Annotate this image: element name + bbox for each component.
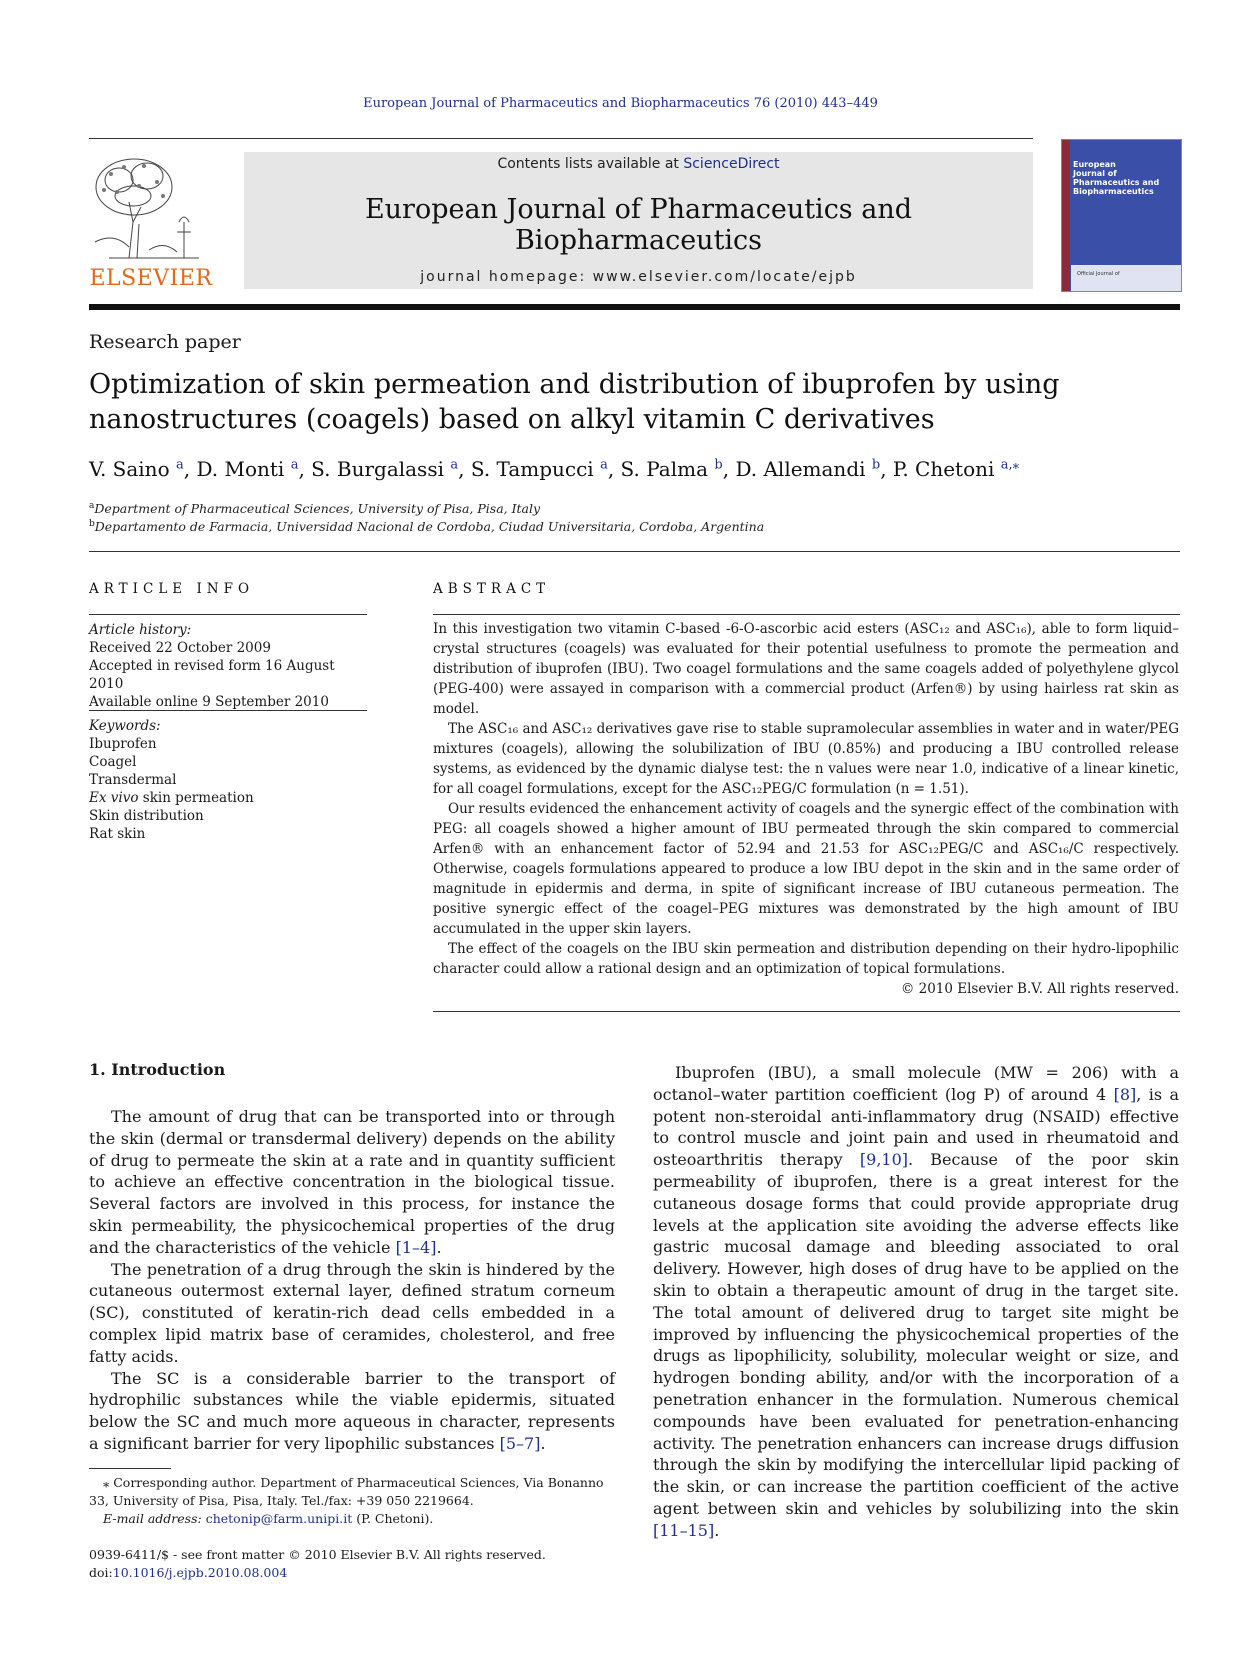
affiliation: $^b$Departamento de Farmacia, Universidad Nacional de Cordoba, Ciudad Universitaria, Cordoba, Argentina xyxy=(89,519,765,535)
journal-cover-thumbnail[interactable] xyxy=(1061,139,1182,292)
email-link[interactable]: chetonip@farm.unipi.it xyxy=(205,1511,353,1526)
title-line: Optimization of skin permeation and distribution of ibuprofen by using xyxy=(89,369,1060,400)
cover-strip xyxy=(1062,140,1070,291)
contents-line xyxy=(244,156,1033,172)
journal-citation[interactable]: European Journal of Pharmaceutics and Biopharmaceutics 76 (2010) 443–449 xyxy=(363,96,878,111)
corresponding-note: ⁎ Corresponding author. Department of Pharmaceutical Sciences, Via Bonanno 33, University of Pisa, Pisa, Italy. Tel./fax: +39 050 2219664. xyxy=(89,1475,604,1508)
article-info-rule xyxy=(89,614,367,615)
cover-title xyxy=(1073,160,1159,196)
copyright: © 2010 Elsevier B.V. All rights reserved. xyxy=(900,981,1179,997)
elsevier-logo[interactable] xyxy=(89,152,213,292)
cover-footer xyxy=(1071,265,1181,291)
keywords-label: Keywords: xyxy=(89,718,161,734)
header-rule xyxy=(89,138,1033,139)
journal-homepage[interactable]: journal homepage: www.elsevier.com/locate/ejpb xyxy=(420,269,857,285)
author[interactable]: D. Monti $^a$ xyxy=(196,457,299,481)
author-list: V. Saino $^a$, D. Monti $^a$, S. Burgalassi $^a$, S. Tampucci $^a$, S. Palma $^b$, D. Allemandi $^b$, P. Chetoni $^{a,⁎}$ xyxy=(89,457,1020,481)
title-line: nanostructures (coagels) based on alkyl vitamin C derivatives xyxy=(89,404,935,435)
keyword: Skin distribution xyxy=(89,808,204,824)
keywords xyxy=(89,717,369,843)
cover-title-line: European xyxy=(1073,160,1116,169)
article-title xyxy=(89,367,1089,437)
abstract-rule xyxy=(433,614,1180,615)
cover-title-line: Biopharmaceutics xyxy=(1073,187,1154,196)
section-heading: 1. Introduction xyxy=(89,1060,226,1079)
front-matter xyxy=(89,1546,689,1582)
citation-link[interactable]: [1–4] xyxy=(395,1237,437,1257)
front-matter-line: 0939-6411/$ - see front matter © 2010 Elsevier B.V. All rights reserved. xyxy=(89,1547,546,1562)
affiliation: $^a$Department of Pharmaceutical Sciences, University of Pisa, Pisa, Italy xyxy=(89,501,541,517)
left-column xyxy=(89,1106,615,1455)
citation-link[interactable]: [5–7] xyxy=(499,1433,541,1453)
author[interactable]: S. Burgalassi $^a$ xyxy=(311,457,459,481)
abstract-paragraph: Our results evidenced the enhancement activity of coagels and the synergic effect of the combination with PEG: all coagels showed a higher amount of IBU permeated through the skin compared to commercial Arfen® with an enhancement factor of 52.94 and 21.53 for ASC₁₂PEG/C and ASC₁₆/C respectively. Otherwise, coagels formulations appeared to produce a low IBU depot in the skin and in the same order of magnitude in epidermis and derma, in spite of significant increase of IBU cutaneous permeation. The positive synergic effect of the coagel–PEG mixtures was demonstrated by the high amount of IBU accumulated in the upper skin layers. xyxy=(433,801,1179,937)
author[interactable]: S. Palma $^b$ xyxy=(620,457,723,481)
keyword: Transdermal xyxy=(89,772,177,788)
abstract-end-rule xyxy=(433,1011,1180,1012)
author[interactable]: D. Allemandi $^b$ xyxy=(735,457,881,481)
article-history xyxy=(89,621,369,711)
doi-link[interactable]: 10.1016/j.ejpb.2010.08.004 xyxy=(112,1565,288,1580)
citation-link[interactable]: [11–15] xyxy=(653,1520,715,1540)
cover-title-line: Pharmaceutics and xyxy=(1073,178,1160,187)
right-column xyxy=(653,1062,1179,1542)
keyword: Ex vivo skin permeation xyxy=(89,790,254,806)
author[interactable]: S. Tampucci $^a$ xyxy=(470,457,608,481)
journal-banner xyxy=(244,152,1033,289)
body-paragraph: The SC is a considerable barrier to the transport of hydrophilic substances while the viable epidermis, situated below the SC and much more aqueous in character, represents a significant barrier for very lipophilic substances [5–7]. xyxy=(89,1368,615,1453)
body-paragraph: Ibuprofen (IBU), a small molecule (MW = 206) with a octanol–water partition coefficient (log P) of around 4 [8], is a potent non-steroidal anti-inflammatory drug (NSAID) effective to control muscle and joint pain and used in rheumatoid and osteoarthritis therapy [9,10]. Because of the poor skin permeability of ibuprofen, there is a great interest for the cutaneous dosage forms that could provide appropriate drug levels at the application site avoiding the adverse effects like gastric mucosal damage and bleeding associated to oral delivery. However, high doses of drug have to be applied on the skin to obtain a therapeutic amount of drug in the target site. The total amount of delivered drug to target site might be improved by influencing the physicochemical properties of the drugs as lipophilicity, solubility, molecular weight or size, and hydrogen bonding ability, and/or with the incorporation of a penetration enhancer in the formulation. Numerous chemical compounds have been evaluated for penetration-enhancing activity. The penetration enhancers can increase drugs diffusion through the skin by modifying the intercellular lipid packing of the skin, or can increase the partition coefficient of the active agent between skin and vehicles by solubilizing into the skin [11–15]. xyxy=(653,1063,1180,1540)
history-item: Available online 9 September 2010 xyxy=(89,694,329,710)
history-item: Received 22 October 2009 xyxy=(89,640,271,656)
sciencedirect-link[interactable]: ScienceDirect xyxy=(683,156,780,172)
citation-link[interactable]: [9,10] xyxy=(859,1150,908,1170)
history-item: Accepted in revised form 16 August 2010 xyxy=(89,658,335,692)
abstract-body xyxy=(433,619,1179,999)
keywords-rule xyxy=(89,710,367,711)
publisher-name: ELSEVIER xyxy=(89,266,213,291)
footnote xyxy=(89,1474,615,1528)
body-paragraph: The penetration of a drug through the skin is hindered by the cutaneous outermost external layer, defined stratum corneum (SC), constituted of keratin-rich dead cells embedded in a complex lipid matrix base of ceramides, cholesterol, and free fatty acids. xyxy=(89,1259,615,1366)
citation-link[interactable]: [8] xyxy=(1113,1084,1137,1104)
keyword: Ibuprofen xyxy=(89,736,157,752)
header-thick-rule xyxy=(89,304,1180,310)
abstract-paragraph: In this investigation two vitamin C-based -6-O-ascorbic acid esters (ASC₁₂ and ASC₁₆), able to form liquid–crystal structures (coagels) was evaluated for their potential usefulness to promote the permeation and distribution of ibuprofen (IBU). Two coagel formulations and the same coagels added of polyethylene glycol (PEG-400) were assayed in comparison with a commercial product (Arfen®) by using hairless rat skin as model. xyxy=(433,621,1179,717)
article-type: Research paper xyxy=(89,331,241,353)
abstract-paragraph: The ASC₁₆ and ASC₁₂ derivatives gave rise to stable supramolecular assemblies in water and in water/PEG mixtures (coagels), allowing the solubilization of IBU (0.85%) and producing a IBU controlled release systems, as evidenced by the dynamic dialyse test: the n values were near 1.0, indicative of a linear kinetic, for all coagel formulations, except for the ASC₁₂PEG/C formulation (n = 1.51). xyxy=(433,721,1179,797)
abstract-paragraph: The effect of the coagels on the IBU skin permeation and distribution depending on their hydro-lipophilic character could allow a rational design and an optimization of topical formulations. xyxy=(433,941,1179,977)
section-rule xyxy=(89,551,1180,552)
journal-title: European Journal of Pharmaceutics and Biopharmaceutics xyxy=(364,194,913,256)
abstract-heading: ABSTRACT xyxy=(433,581,551,597)
article-info-heading: ARTICLE INFO xyxy=(89,581,255,597)
history-label: Article history: xyxy=(89,622,192,638)
footnote-rule xyxy=(89,1468,171,1469)
contents-prefix: Contents lists available at xyxy=(497,156,684,172)
author[interactable]: P. Chetoni $^{a,⁎}$ xyxy=(892,457,1020,481)
author[interactable]: V. Saino $^a$ xyxy=(89,457,184,481)
cover-footer-text: Official Journal of xyxy=(1077,271,1120,277)
doi-line: doi:10.1016/j.ejpb.2010.08.004 xyxy=(89,1565,288,1580)
body-paragraph: The amount of drug that can be transported into or through the skin (dermal or transdermal delivery) depends on the ability of drug to permeate the skin at a rate and in quantity sufficient to achieve an effective concentration in the biological tissue. Several factors are involved in this process, for instance the skin permeability, the physicochemical properties of the drug and the characteristics of the vehicle [1–4]. xyxy=(89,1107,615,1257)
keyword: Rat skin xyxy=(89,826,146,842)
elsevier-tree-icon xyxy=(89,152,213,260)
cover-title-line: Journal of xyxy=(1073,169,1117,178)
keyword: Coagel xyxy=(89,754,137,770)
email-line: E-mail address: chetonip@farm.unipi.it (P. Chetoni). xyxy=(103,1511,434,1526)
